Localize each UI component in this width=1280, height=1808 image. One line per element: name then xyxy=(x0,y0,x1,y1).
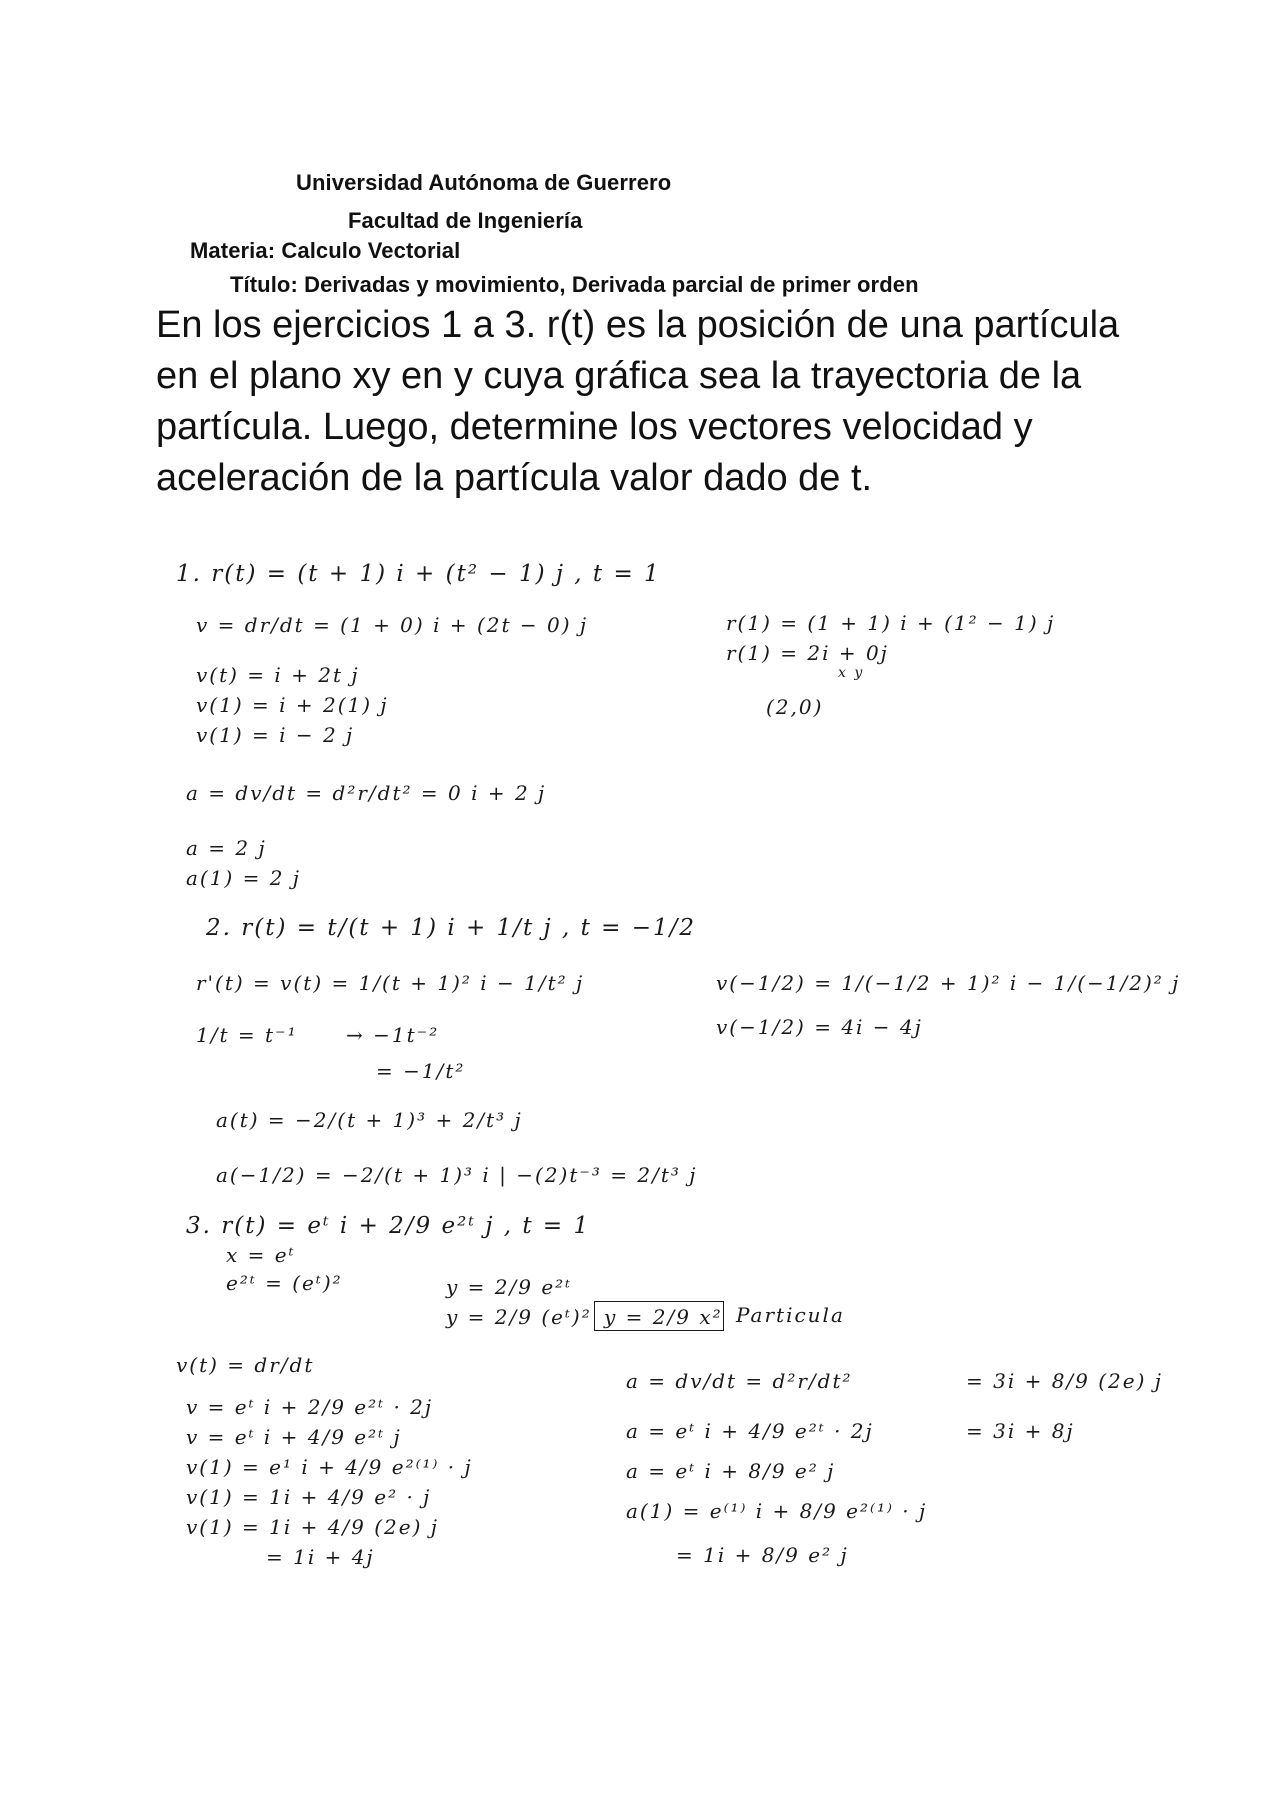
ex2-acceleration-t: a(t) = −2/(t + 1)³ + 2/t³ j xyxy=(216,1108,523,1132)
ex1-velocity-1a: v(1) = i + 2(1) j xyxy=(196,693,389,717)
ex3-acceleration-4: = 1i + 8/9 e² j xyxy=(676,1543,849,1567)
ex1-velocity-t: v(t) = i + 2t j xyxy=(196,663,360,687)
ex3-result-2: = 3i + 8j xyxy=(966,1419,1075,1443)
ex3-velocity-3: v(1) = e¹ i + 4/9 e²⁽¹⁾ · j xyxy=(186,1455,473,1479)
ex2-inverse: 1/t = t⁻¹ xyxy=(196,1023,298,1047)
ex1-xy-labels: x y xyxy=(838,665,865,681)
ex3-acceleration-2: a = eᵗ i + 8/9 e² j xyxy=(626,1459,836,1483)
ex3-velocity-1: v = eᵗ i + 2/9 e²ᵗ · 2j xyxy=(186,1395,434,1419)
ex1-velocity-definition: v = dr/dt = (1 + 0) i + (2t − 0) j xyxy=(196,613,589,637)
ex3-acceleration-1: a = eᵗ i + 4/9 e²ᵗ · 2j xyxy=(626,1419,874,1443)
document-title: Título: Derivadas y movimiento, Derivada parcial de primer orden xyxy=(230,272,919,297)
university-name: Universidad Autónoma de Guerrero xyxy=(296,170,672,195)
ex3-particula-label: Particula xyxy=(736,1303,845,1327)
ex1-acceleration-value: a = 2 j xyxy=(186,836,267,860)
ex3-y-equation-2: y = 2/9 (eᵗ)² xyxy=(446,1305,592,1329)
ex3-acceleration-definition: a = dv/dt = d²r/dt² xyxy=(626,1369,853,1393)
ex1-acceleration-definition: a = dv/dt = d²r/dt² = 0 i + 2 j xyxy=(186,781,547,805)
faculty-name: Facultad de Ingeniería xyxy=(348,208,583,233)
ex3-velocity-5: v(1) = 1i + 4/9 (2e) j xyxy=(186,1515,439,1539)
ex1-acceleration-at-1: a(1) = 2 j xyxy=(186,866,302,890)
exercise-instructions: En los ejercicios 1 a 3. r(t) es la posición de una partícula en el plano xy en y cuya gráfica sea la trayectoria de la partícula. Luego, determine los vectores velocidad y aceleración de la partícula valor dado de t. xyxy=(156,304,1120,499)
ex3-x-equation: x = eᵗ xyxy=(226,1243,296,1267)
ex1-velocity-1b: v(1) = i − 2 j xyxy=(196,723,355,747)
subject-line: Materia: Calculo Vectorial xyxy=(190,238,461,263)
ex2-acceleration-eval: a(−1/2) = −2/(t + 1)³ i | −(2)t⁻³ = 2/t³ j xyxy=(216,1163,698,1187)
ex3-velocity-6: = 1i + 4j xyxy=(266,1545,375,1569)
ex1-position-at-1b: r(1) = 2i + 0j xyxy=(726,641,889,665)
ex3-acceleration-3: a(1) = e⁽¹⁾ i + 8/9 e²⁽¹⁾ · j xyxy=(626,1499,928,1523)
ex2-velocity-result: v(−1/2) = 4i − 4j xyxy=(716,1015,923,1039)
ex2-r-prime: r'(t) = v(t) = 1/(t + 1)² i − 1/t² j xyxy=(196,971,585,995)
handwritten-solutions-scan xyxy=(156,553,1181,1569)
ex2-inverse-derivative-2: = −1/t² xyxy=(376,1059,466,1083)
ex2-statement: 2. r(t) = t/(t + 1) i + 1/t j , t = −1/2 xyxy=(206,915,697,941)
ex3-velocity-4: v(1) = 1i + 4/9 e² · j xyxy=(186,1485,432,1509)
ex1-point: (2,0) xyxy=(766,695,824,719)
ex3-statement: 3. r(t) = eᵗ i + 2/9 e²ᵗ j , t = 1 xyxy=(186,1213,591,1239)
ex3-velocity-2: v = eᵗ i + 4/9 e²ᵗ j xyxy=(186,1425,402,1449)
ex1-statement: 1. r(t) = (t + 1) i + (t² − 1) j , t = 1 xyxy=(176,561,661,587)
ex3-e2t: e²ᵗ = (eᵗ)² xyxy=(226,1271,343,1295)
ex3-boxed-trajectory: y = 2/9 x² xyxy=(604,1305,723,1329)
ex2-inverse-derivative: → −1t⁻² xyxy=(346,1023,440,1047)
ex3-result-1: = 3i + 8/9 (2e) j xyxy=(966,1369,1163,1393)
ex1-position-at-1: r(1) = (1 + 1) i + (1² − 1) j xyxy=(726,611,1056,635)
ex3-y-equation: y = 2/9 e²ᵗ xyxy=(446,1275,573,1299)
ex2-velocity-eval: v(−1/2) = 1/(−1/2 + 1)² i − 1/(−1/2)² j xyxy=(716,971,1181,995)
ex3-velocity-definition: v(t) = dr/dt xyxy=(176,1353,315,1377)
